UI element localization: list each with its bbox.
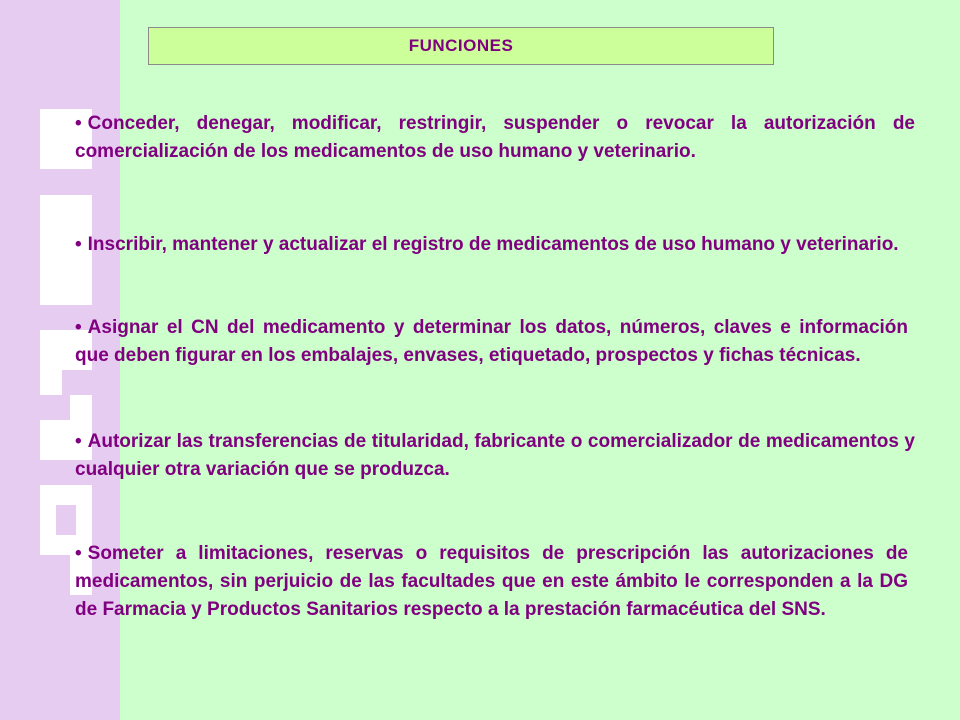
- bullet-symbol: •: [75, 234, 82, 255]
- bullet-text: Conceder, denegar, modificar, restringir, suspender o revocar la autorización de comercialización de los medicamentos de uso humano y veterinario.: [75, 113, 915, 162]
- bullet-item: [75, 428, 915, 484]
- bullet-symbol: •: [75, 113, 82, 134]
- bullet-symbol: •: [75, 317, 82, 338]
- bullet-symbol: •: [75, 543, 82, 564]
- bullet-item: [75, 231, 908, 259]
- title-box: [148, 27, 774, 65]
- bullet-item: [75, 540, 908, 624]
- bullet-text: Someter a limitaciones, reservas o requisitos de prescripción las autorizaciones de medicamentos, sin perjuicio de las facultades que en este ámbito le corresponden a la DG de Farmacia y Productos Sanitarios respecto a la prestación farmacéutica del SNS.: [75, 543, 908, 620]
- bullet-item: [75, 314, 908, 370]
- slide-title: FUNCIONES: [408, 36, 514, 55]
- bullet-text: Autorizar las transferencias de titularidad, fabricante o comercializador de medicamentos y cualquier otra variación que se produzca.: [75, 431, 915, 480]
- bullet-text: Inscribir, mantener y actualizar el registro de medicamentos de uso humano y veterinario.: [87, 234, 899, 255]
- bullet-symbol: •: [75, 431, 82, 452]
- bullet-item: [75, 110, 915, 166]
- bullet-text: Asignar el CN del medicamento y determinar los datos, números, claves e información que deben figurar en los embalajes, envases, etiquetado, prospectos y fichas técnicas.: [75, 317, 908, 366]
